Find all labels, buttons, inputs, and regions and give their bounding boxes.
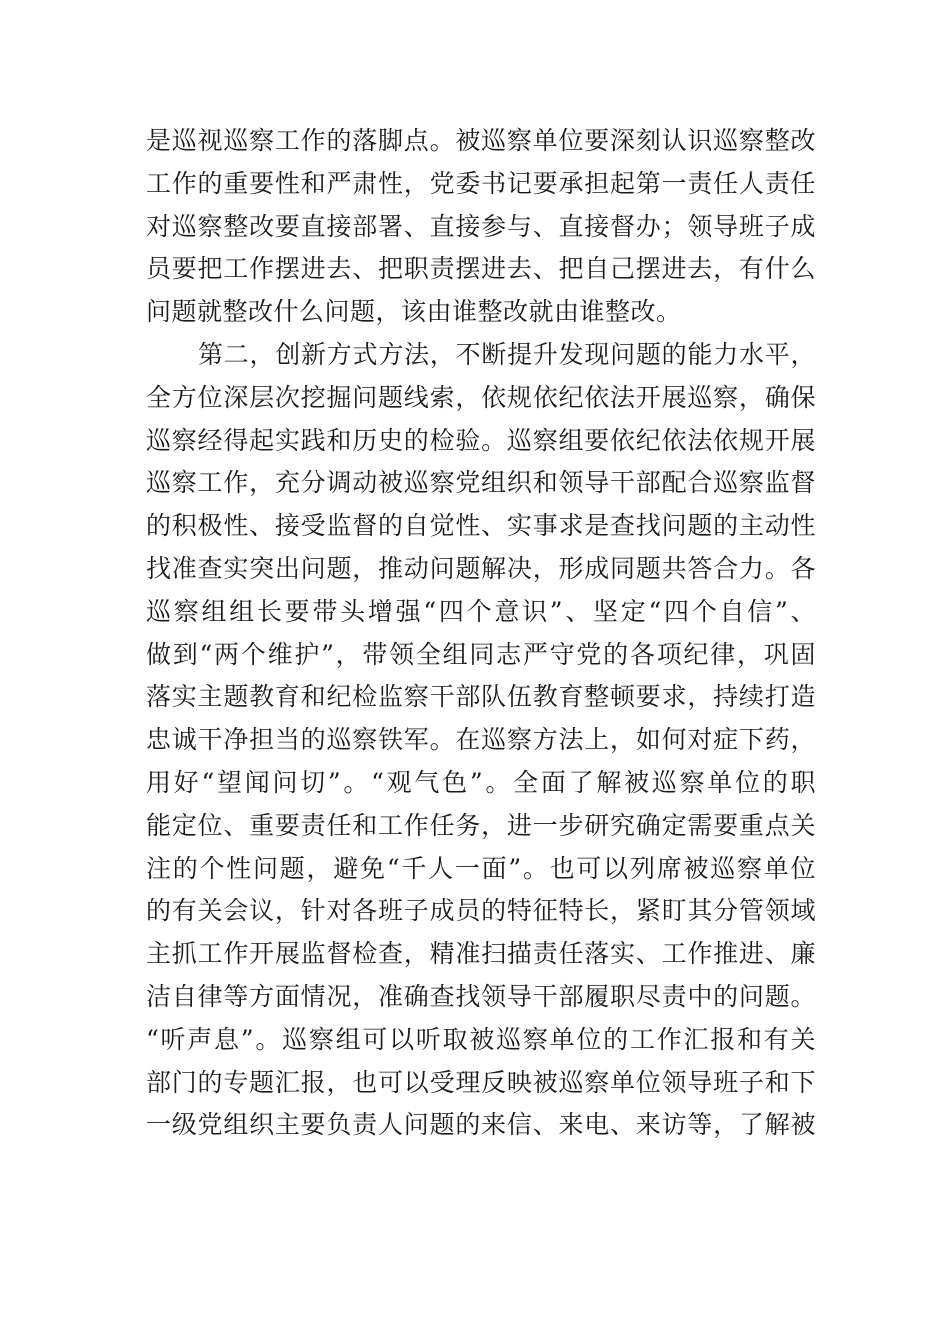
text-line: 找准查实突出问题，推动问题解决，形成同题共答合力。各: [146, 553, 816, 583]
text-line: 对巡察整改要直接部署、直接参与、直接督办；领导班子成: [146, 211, 816, 241]
paragraph-start-line: 第二，创新方式方法，不断提升发现问题的能力水平，: [198, 339, 816, 369]
text-line: 一级党组织主要负责人问题的来信、来电、来访等，了解被: [146, 1110, 816, 1140]
text-line: 工作的重要性和严肃性，党委书记要承担起第一责任人责任: [146, 168, 816, 198]
text-line: 巡察工作，充分调动被巡察党组织和领导干部配合巡察监督: [146, 468, 816, 498]
text-line: 用好“望闻问切”。“观气色”。全面了解被巡察单位的职: [146, 767, 816, 797]
text-line: 能定位、重要责任和工作任务，进一步研究确定需要重点关: [146, 810, 816, 840]
text-line: 洁自律等方面情况，准确查找领导干部履职尽责中的问题。: [146, 981, 816, 1011]
text-line: 全方位深层次挖掘问题线索，依规依纪依法开展巡察，确保: [146, 382, 816, 412]
text-line: 巡察经得起实践和历史的检验。巡察组要依纪依法依规开展: [146, 425, 816, 455]
text-line: 落实主题教育和纪检监察干部队伍教育整顿要求，持续打造: [146, 682, 816, 712]
text-line: 的积极性、接受监督的自觉性、实事求是查找问题的主动性: [146, 511, 816, 541]
text-line: 注的个性问题，避免“千人一面”。也可以列席被巡察单位: [146, 853, 816, 883]
body-text: [146, 120, 816, 1147]
text-line: 做到“两个维护”，带领全组同志严守党的各项纪律，巩固: [146, 639, 816, 669]
text-line: “听声息”。巡察组可以听取被巡察单位的工作汇报和有关: [146, 1024, 816, 1054]
text-line: 巡察组组长要带头增强“四个意识”、坚定“四个自信”、: [146, 596, 816, 626]
text-line: 问题就整改什么问题，该由谁整改就由谁整改。: [146, 297, 682, 327]
text-line: 主抓工作开展监督检查，精准扫描责任落实、工作推进、廉: [146, 939, 816, 969]
text-line: 员要把工作摆进去、把职责摆进去、把自己摆进去，有什么: [146, 254, 816, 284]
text-line: 的有关会议，针对各班子成员的特征特长，紧盯其分管领域: [146, 896, 816, 926]
text-line: 部门的专题汇报，也可以受理反映被巡察单位领导班子和下: [146, 1067, 816, 1097]
text-line: 是巡视巡察工作的落脚点。被巡察单位要深刻认识巡察整改: [146, 126, 816, 155]
text-line: 忠诚干净担当的巡察铁军。在巡察方法上，如何对症下药，: [146, 725, 816, 755]
